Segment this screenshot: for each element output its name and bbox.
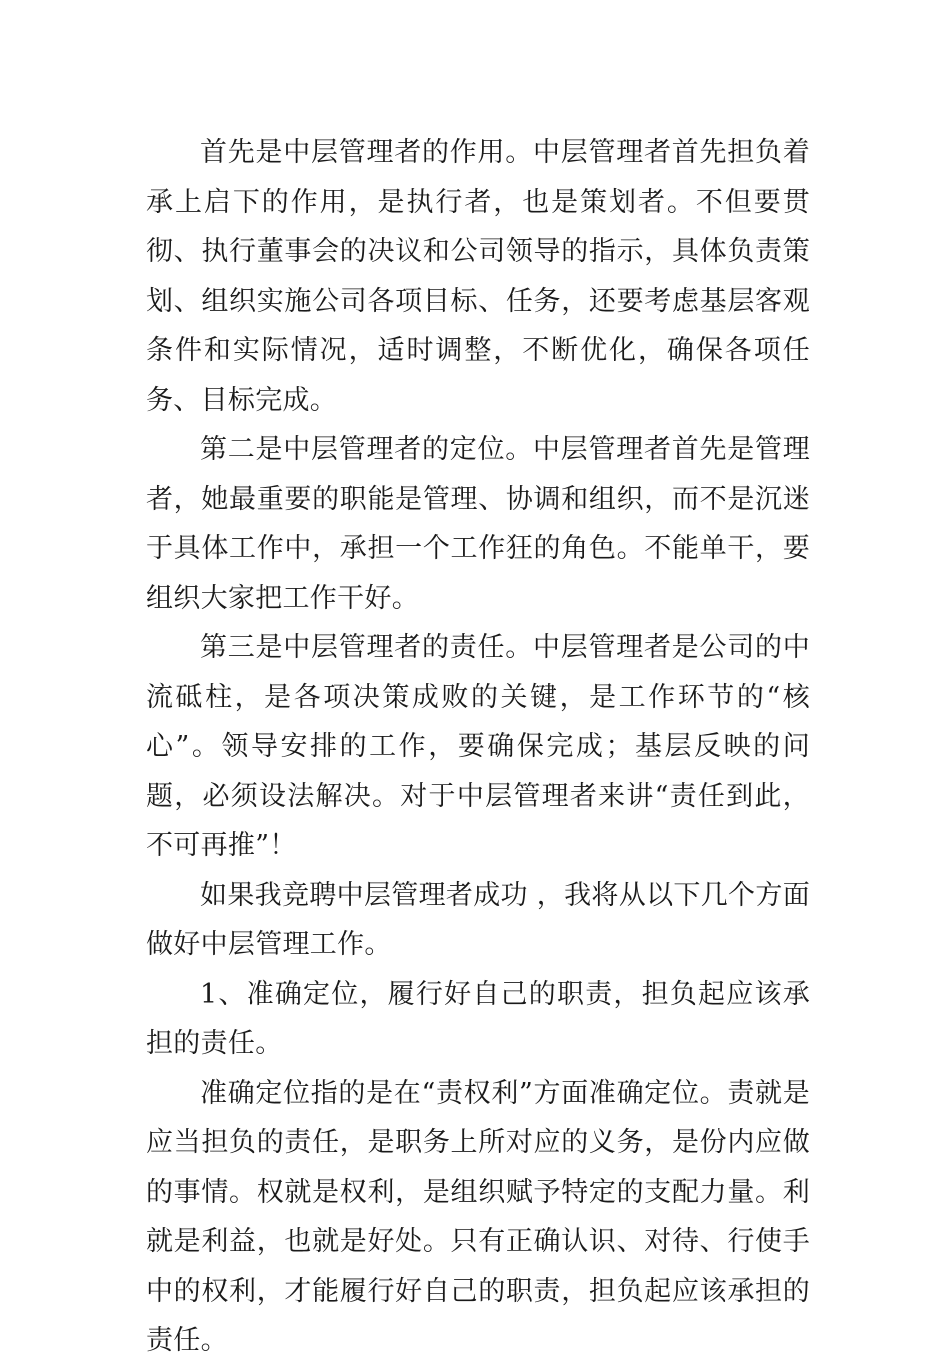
paragraph-role: 首先是中层管理者的作用。中层管理者首先担负着承上启下的作用，是执行者，也是策划者。不但要贯彻、执行董事会的决议和公司领导的指示，具体负责策划、组织实施公司各项目标、任务，还要考虑基层客观条件和实际情况，适时调整，不断优化，确保各项任务、目标完成。 [146,137,810,416]
paragraph-intro-plan: 如果我竞聘中层管理者成功 ，我将从以下几个方面做好中层管理工作。 [146,879,810,960]
document-body [146,128,810,1366]
paragraph-point-one: 1、准确定位，履行好自己的职责，担负起应该承担的责任。 [146,978,810,1059]
paragraph-responsibility: 第三是中层管理者的责任。中层管理者是公司的中流砥柱，是各项决策成败的关键，是工作环节的“核心”。领导安排的工作，要确保完成；基层反映的问题，必须设法解决。对于中层管理者来讲“责任到此，不可再推”！ [146,632,810,861]
paragraph-positioning-detail: 准确定位指的是在“责权利”方面准确定位。责就是应当担负的责任，是职务上所对应的义务，是份内应做的事情。权就是权利，是组织赋予特定的支配力量。利就是利益，也就是好处。只有正确认识、对待、行使手中的权利，才能履行好自己的职责，担负起应该承担的责任。 [146,1077,810,1356]
paragraph-position: 第二是中层管理者的定位。中层管理者首先是管理者，她最重要的职能是管理、协调和组织，而不是沉迷于具体工作中，承担一个工作狂的角色。不能单干，要组织大家把工作干好。 [146,434,810,614]
